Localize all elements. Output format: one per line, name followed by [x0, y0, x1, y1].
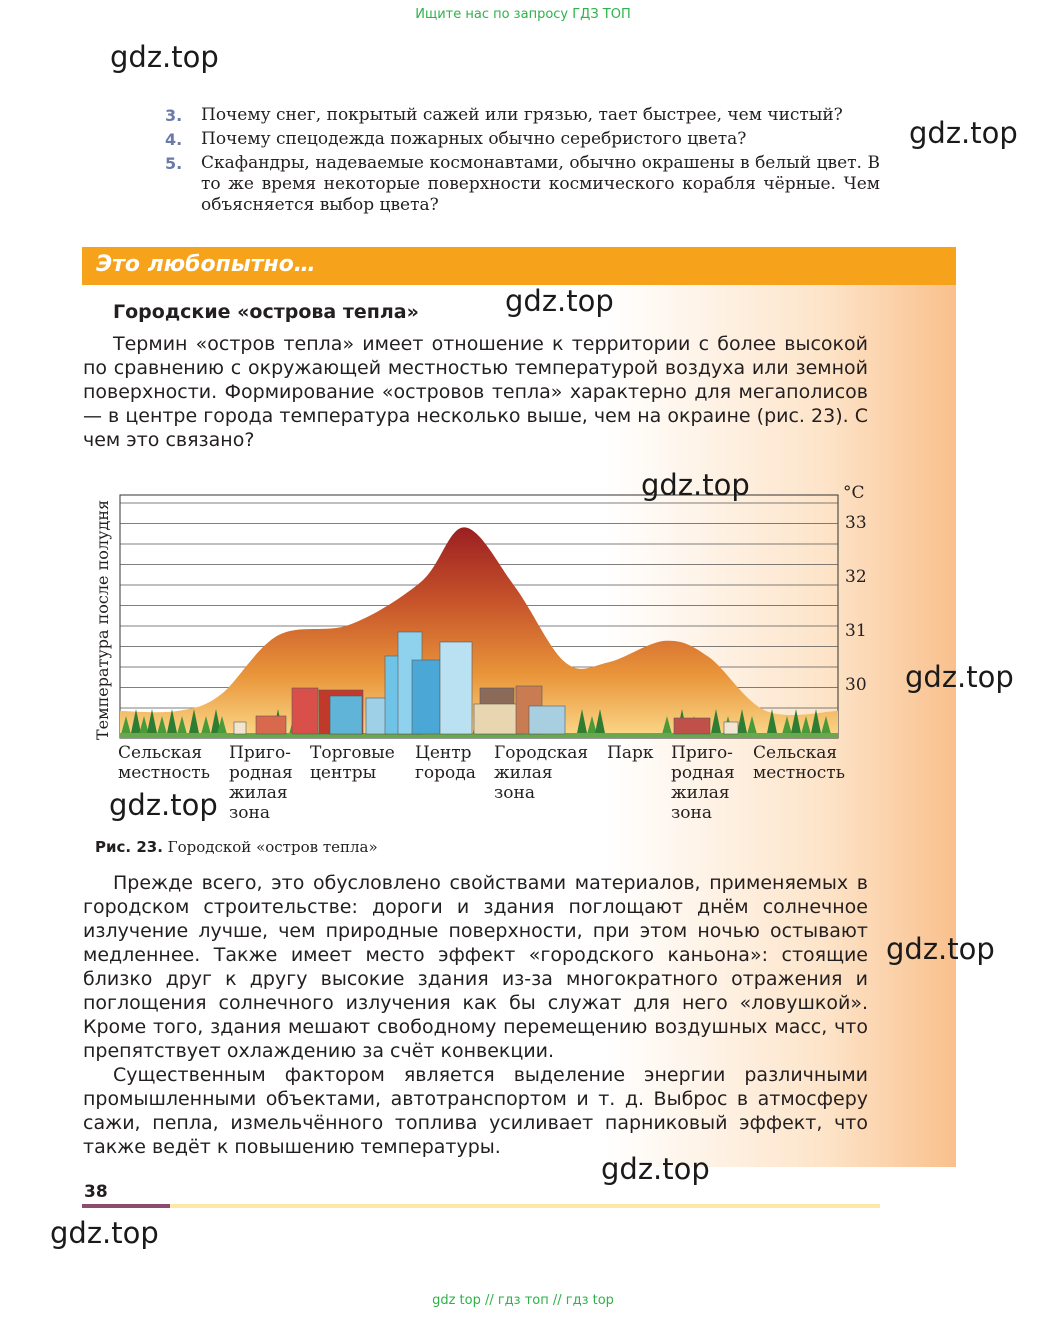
y-unit-label: °C: [843, 483, 865, 503]
category-label: зона: [229, 803, 270, 823]
category-label: Приго-: [229, 743, 291, 763]
question-item: [165, 153, 880, 216]
figure-caption: [95, 838, 378, 856]
bottom-banner[interactable]: gdz top // гдз топ // гдз top: [432, 1293, 614, 1308]
y-tick-label: 32: [845, 567, 867, 587]
category-label: местность: [118, 763, 210, 783]
question-text: Скафандры, надеваемые космонавтами, обычно окрашены в белый цвет. В то же время некоторые поверхности космического корабля чёрные. Чем объясняется выбор цвета?: [201, 153, 880, 215]
watermark: gdz.top: [886, 932, 995, 966]
building: [474, 704, 522, 734]
category-label: Центр: [415, 743, 472, 763]
category-label: города: [415, 763, 476, 783]
building: [292, 688, 318, 734]
watermark: gdz.top: [505, 284, 614, 318]
category-label: Приго-: [671, 743, 733, 763]
category-label: Парк: [607, 743, 654, 763]
building: [724, 722, 738, 734]
paragraph-energy: Существенным фактором является выделение энергии различными промышленными объектами, автотранспортом и т. д. Выброс в атмосферу сажи, пепла, измельчённого топлива усиливает парниковый эффект, что также ведёт к повышению температуры.: [83, 1064, 868, 1158]
watermark: gdz.top: [909, 116, 1018, 150]
paragraph-intro: Термин «остров тепла» имеет отношение к территории с более высокой по сравнению с окружающей местностью температурой воздуха или земной поверхности. Формирование «островов тепла» характерно для мегаполисов — в центре города температура несколько выше, чем на окраине (рис. 23). С чем это связано?: [83, 333, 868, 451]
building: [330, 696, 362, 734]
building: [234, 722, 246, 734]
category-label: родная: [671, 763, 735, 783]
y-axis-label: Температура после полудня: [93, 499, 112, 740]
question-text: Почему спецодежда пожарных обычно серебристого цвета?: [201, 129, 747, 149]
category-label: Городская: [494, 743, 589, 763]
category-label: Торговые: [310, 743, 395, 763]
building: [529, 706, 565, 734]
footer-rule-accent: [82, 1204, 170, 1208]
category-label: центры: [310, 763, 377, 783]
category-label: Сельская: [753, 743, 838, 763]
category-label: жилая: [229, 783, 288, 803]
category-label: жилая: [671, 783, 730, 803]
paragraph-materials: Прежде всего, это обусловлено свойствами материалов, применяемых в городском строительстве: дороги и здания поглощают днём солнечное излучение лучше, чем природные поверхности, при этом ночью остывают медленнее. Также имеет место эффект «городского каньона»: стоящие близко друг к другу высокие здания из-за многократного отражения и поглощения солнечного излучения как бы служат для него «ловушкой». Кроме того, здания мешают свободному перемещению воздушных масс, что препятствует охлаждению за счёт конвекции.: [83, 872, 868, 1062]
y-tick-label: 33: [845, 513, 867, 533]
question-text: Почему снег, покрытый сажей или грязью, тает быстрее, чем чистый?: [201, 105, 843, 125]
page-number: 38: [84, 1182, 108, 1202]
category-label: зона: [671, 803, 712, 823]
heat-island-chart-svg: [82, 460, 882, 830]
questions-list: [165, 105, 880, 219]
heat-island-chart: [82, 460, 882, 830]
question-number: 5.: [165, 154, 183, 173]
building: [674, 718, 710, 734]
building: [256, 716, 286, 734]
category-label: местность: [753, 763, 845, 783]
building: [440, 642, 472, 734]
category-label: жилая: [494, 763, 553, 783]
top-banner[interactable]: Ищите нас по запросу ГДЗ ТОП: [415, 7, 631, 22]
watermark: gdz.top: [601, 1152, 710, 1186]
caption-label: Рис. 23.: [95, 838, 163, 856]
y-tick-label: 31: [845, 621, 867, 641]
question-number: 4.: [165, 130, 183, 149]
watermark: gdz.top: [110, 40, 219, 74]
category-label: Сельская: [118, 743, 203, 763]
section-title: Городские «острова тепла»: [113, 301, 419, 323]
question-number: 3.: [165, 106, 183, 125]
watermark: gdz.top: [905, 660, 1014, 694]
caption-text: Городской «остров тепла»: [167, 838, 378, 856]
category-label: родная: [229, 763, 293, 783]
question-item: [165, 129, 880, 150]
y-tick-label: 30: [845, 675, 867, 695]
curiosity-box-title: Это любопытно…: [96, 252, 316, 277]
building: [412, 660, 440, 734]
question-item: [165, 105, 880, 126]
category-label: зона: [494, 783, 535, 803]
footer-rule: [170, 1204, 880, 1208]
watermark: gdz.top: [50, 1216, 159, 1250]
watermark: gdz.top: [641, 468, 750, 502]
watermark: gdz.top: [109, 788, 218, 822]
